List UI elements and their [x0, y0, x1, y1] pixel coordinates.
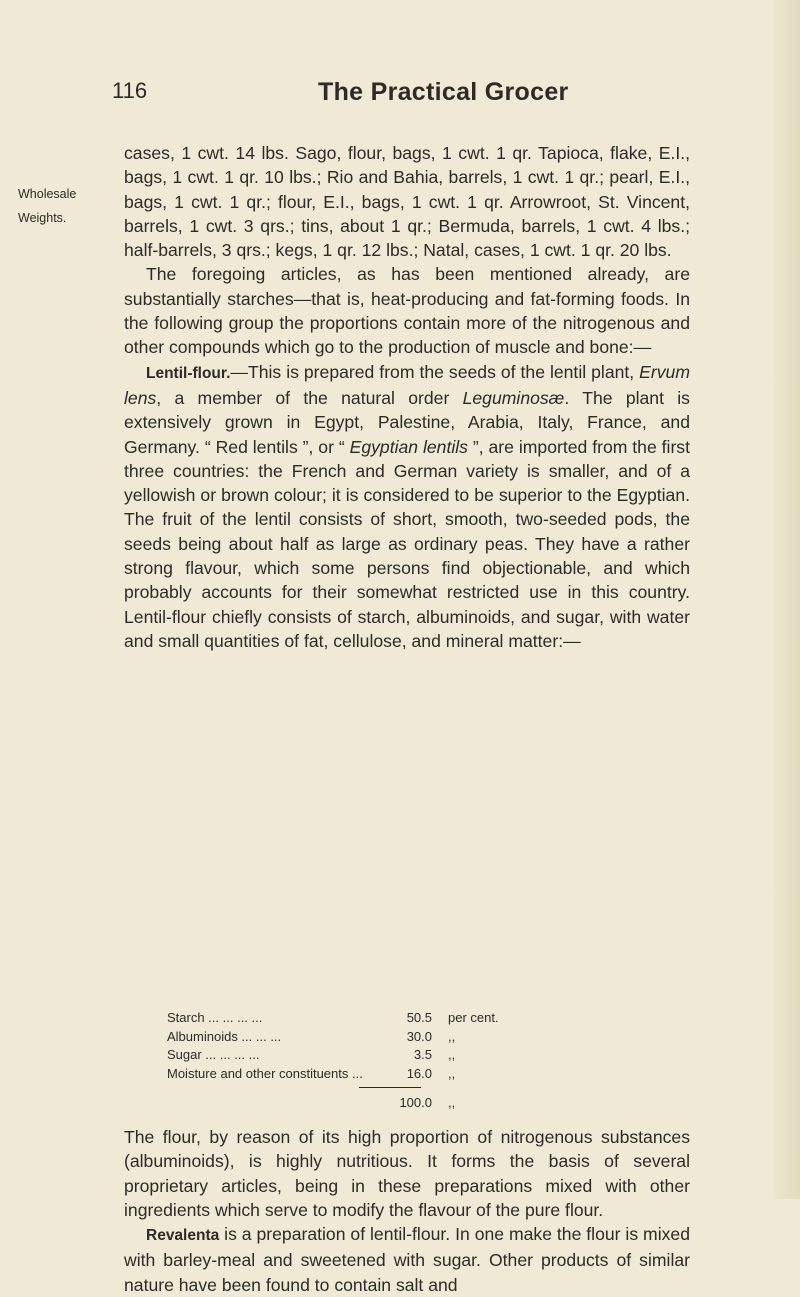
paragraph-revalenta — [124, 1222, 690, 1297]
paragraph-lentil-flour — [124, 360, 690, 654]
margin-note-line-2: Weights. — [18, 211, 67, 225]
composition-name: Sugar ... ... ... ... — [167, 1047, 260, 1063]
composition-total-value: 100.0 — [399, 1095, 432, 1111]
paragraph-starches: The foregoing articles, as has been mentioned already, are substantially starches—that is, heat-producing and fat-forming foods. In the following group the proportions contain more of the nitrogenous and other compounds which go to the production of muscle and bone:— — [124, 264, 690, 358]
revalenta-heading: Revalenta — [146, 1227, 220, 1245]
leguminosae-term: Leguminosæ — [462, 387, 565, 408]
total-rule — [359, 1087, 421, 1088]
composition-total-label — [167, 1094, 387, 1113]
composition-unit: per cent. — [448, 1010, 499, 1025]
composition-row — [167, 1065, 538, 1084]
lentil-text-c: . The plant is extensively grown in Egypt, Palestine, Arabia, Italy, France, and Germany. “ Red lentils ”, or “ — [124, 387, 690, 457]
lentil-text-d: ”, are imported from the first three countries: the French and German variety is smaller, and of a yellowish or brown colour; it is considered to be superior to the Egyptian. The fruit of the lentil consists of short, smooth, two-seeded pods, the seeds being about half as large as ordinary peas. They have a rather strong flavour, which some persons find objectionable, and which probably accounts for their somewhat restricted use in this country. Lentil-flour chiefly consists of starch, albuminoids, and sugar, with water and small quantities of fat, cellulose, and mineral matter:— — [124, 436, 690, 651]
lentil-flour-heading: Lentil-flour. — [146, 364, 231, 382]
egyptian-lentils-term: Egyptian lentils — [349, 436, 468, 457]
composition-name: Moisture and other constituents ... — [167, 1065, 363, 1081]
composition-row — [167, 1009, 538, 1028]
composition-unit: ,, — [448, 1047, 456, 1063]
composition-unit: ,, — [448, 1028, 456, 1044]
page-header — [112, 78, 692, 118]
lentil-text-b: , a member of the natural order — [156, 387, 463, 408]
body-text-continued — [124, 1125, 690, 1297]
page-edge-stain — [770, 0, 800, 1199]
composition-value: 16.0 — [406, 1065, 432, 1081]
composition-table — [167, 1009, 538, 1113]
lentil-text-a: —This is prepared from the seeds of the lentil plant, — [230, 361, 640, 382]
paragraph-nutritious: The flour, by reason of its high proportion of nitrogenous substances (albuminoids), is highly nutritious. It forms the basis of several proprietary articles, being in these preparations mixed with other ingredients which serve to modify the flavour of the pure flour. — [124, 1127, 690, 1220]
paragraph-wholesale-weights: cases, 1 cwt. 14 lbs. Sago, flour, bags, 1 cwt. 1 qr. Tapioca, flake, E.I., bags, 1 cwt. 1 qr. 10 lbs.; Rio and Bahia, barrels, 1 cwt. 1 qr.; pearl, E.I., bags, 1 cwt. 1 qr.; flour, E.I., bags, 1 cwt. 1 qr. Arrowroot, St. Vincent, barrels, 1 cwt. 3 qrs.; tins, about 1 qr.; Bermuda, barrels, 1 cwt. 4 lbs.; half-barrels, 3 qrs.; kegs, 1 qr. 12 lbs.; Natal, cases, 1 cwt. 1 qr. 20 lbs. — [124, 143, 690, 261]
page-number: 116 — [112, 78, 148, 103]
margin-note — [18, 182, 118, 230]
composition-row — [167, 1046, 538, 1065]
revalenta-text: is a preparation of lentil-flour. In one make the flour is mixed with barley-meal and sweetened with sugar. Other products of similar nature have been found to contain salt and — [124, 1224, 690, 1295]
composition-value: 3.5 — [413, 1047, 432, 1063]
margin-note-line-1: Wholesale — [18, 187, 77, 201]
ervum-lens-term: Ervum lens — [124, 361, 690, 408]
composition-name: Albuminoids ... ... ... — [167, 1028, 282, 1044]
body-text — [124, 141, 690, 653]
composition-total-row — [167, 1094, 538, 1113]
running-title: The Practical Grocer — [318, 78, 569, 106]
composition-value: 50.5 — [406, 1010, 432, 1025]
composition-unit: ,, — [448, 1065, 456, 1081]
composition-total-unit: ,, — [448, 1095, 456, 1111]
composition-name: Starch ... ... ... ... — [167, 1010, 263, 1025]
composition-value: 30.0 — [406, 1028, 432, 1044]
composition-row — [167, 1028, 538, 1047]
